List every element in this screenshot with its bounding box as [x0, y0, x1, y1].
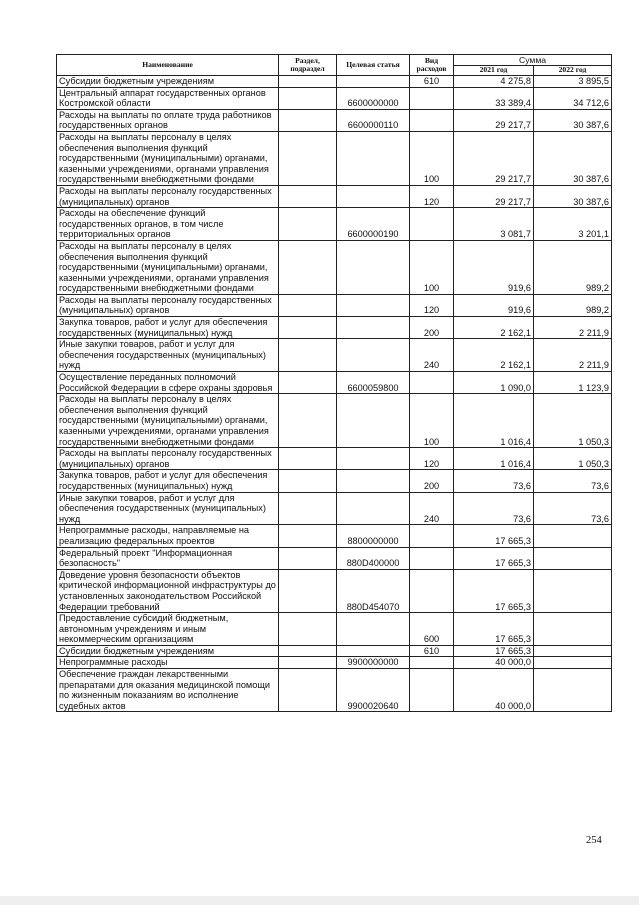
row-kind: 120: [410, 448, 454, 470]
row-sum-2021: 40 000,0: [454, 657, 534, 669]
row-sum-2022: 1 050,3: [534, 448, 612, 470]
row-target: 6600059800: [337, 372, 410, 394]
row-sum-2021: 17 665,3: [454, 645, 534, 657]
row-kind: 120: [410, 185, 454, 207]
row-target: 880D454070: [337, 569, 410, 612]
row-sum-2022: 989,2: [534, 240, 612, 294]
row-sum-2021: 3 081,7: [454, 208, 534, 241]
row-kind: 600: [410, 613, 454, 646]
header-name: Наименование: [57, 55, 279, 76]
header-target: Целевая статья: [337, 55, 410, 76]
table-row: [57, 109, 612, 131]
row-kind: 120: [410, 294, 454, 316]
row-sum-2021: 17 665,3: [454, 547, 534, 569]
row-kind: [410, 525, 454, 547]
row-kind: 610: [410, 76, 454, 88]
row-target: 9900020640: [337, 669, 410, 712]
table-row: [57, 294, 612, 316]
table-row: [57, 657, 612, 669]
table-row: [57, 131, 612, 185]
row-section: [279, 339, 337, 372]
row-kind: [410, 547, 454, 569]
row-kind: 100: [410, 131, 454, 185]
row-section: [279, 613, 337, 646]
row-section: [279, 131, 337, 185]
row-sum-2022: 2 211,9: [534, 339, 612, 372]
row-sum-2022: 2 211,9: [534, 317, 612, 339]
row-target: [337, 645, 410, 657]
row-kind: [410, 569, 454, 612]
table-row: [57, 613, 612, 646]
row-name: Расходы на выплаты персоналу в целях обеспечения выполнения функций государственными (муниципальными) органами, казенными учреждениями, органами управления государственными внебюджетными фондами: [57, 394, 279, 448]
table-row: [57, 448, 612, 470]
header-section: Раздел, подраздел: [279, 55, 337, 76]
row-name: Закупка товаров, работ и услуг для обеспечения государственных (муниципальных) нужд: [57, 317, 279, 339]
row-section: [279, 394, 337, 448]
row-name: Расходы на выплаты персоналу в целях обеспечения выполнения функций государственными (муниципальными) органами, казенными учреждениями, органами управления государственными внебюджетными фондами: [57, 240, 279, 294]
row-target: [337, 240, 410, 294]
table-row: [57, 492, 612, 525]
table-row: [57, 240, 612, 294]
header-sum: Сумма: [454, 55, 612, 66]
row-sum-2021: 29 217,7: [454, 185, 534, 207]
row-sum-2021: 919,6: [454, 294, 534, 316]
row-section: [279, 109, 337, 131]
row-name: Иные закупки товаров, работ и услуг для обеспечения государственных (муниципальных) нужд: [57, 492, 279, 525]
row-section: [279, 208, 337, 241]
row-sum-2022: 30 387,6: [534, 131, 612, 185]
row-sum-2022: [534, 547, 612, 569]
row-name: Субсидии бюджетным учреждениям: [57, 76, 279, 88]
table-row: [57, 317, 612, 339]
row-section: [279, 317, 337, 339]
row-kind: 100: [410, 240, 454, 294]
row-kind: [410, 87, 454, 109]
row-sum-2022: 73,6: [534, 492, 612, 525]
header-2022: 2022 год: [534, 66, 612, 76]
row-section: [279, 87, 337, 109]
row-sum-2021: 17 665,3: [454, 525, 534, 547]
row-name: Иные закупки товаров, работ и услуг для обеспечения государственных (муниципальных) нужд: [57, 339, 279, 372]
row-name: Непрограммные расходы, направляемые на реализацию федеральных проектов: [57, 525, 279, 547]
row-name: Обеспечение граждан лекарственными препаратами для оказания медицинской помощи по жизненным показаниям во исполнение судебных актов: [57, 669, 279, 712]
row-kind: 200: [410, 470, 454, 492]
row-kind: [410, 657, 454, 669]
row-sum-2022: [534, 657, 612, 669]
row-sum-2021: 2 162,1: [454, 339, 534, 372]
row-name: Субсидии бюджетным учреждениям: [57, 645, 279, 657]
row-name: Осуществление переданных полномочий Российской Федерации в сфере охраны здоровья: [57, 372, 279, 394]
page-number: 254: [586, 835, 602, 846]
row-section: [279, 525, 337, 547]
table-row: [57, 394, 612, 448]
row-target: [337, 294, 410, 316]
row-sum-2022: [534, 525, 612, 547]
row-name: Расходы на выплаты персоналу государственных (муниципальных) органов: [57, 185, 279, 207]
table-row: [57, 76, 612, 88]
row-sum-2021: 1 016,4: [454, 394, 534, 448]
row-target: [337, 470, 410, 492]
row-name: Расходы на выплаты персоналу государственных (муниципальных) органов: [57, 294, 279, 316]
budget-sheet: [56, 54, 611, 712]
row-sum-2022: 3 895,5: [534, 76, 612, 88]
row-target: [337, 185, 410, 207]
row-section: [279, 657, 337, 669]
row-target: 8800000000: [337, 525, 410, 547]
row-section: [279, 372, 337, 394]
row-sum-2021: 40 000,0: [454, 669, 534, 712]
row-target: [337, 317, 410, 339]
row-name: Непрограммные расходы: [57, 657, 279, 669]
header-kind: Вид расходов: [410, 55, 454, 76]
row-sum-2021: 1 090,0: [454, 372, 534, 394]
row-sum-2021: 17 665,3: [454, 613, 534, 646]
row-sum-2021: 919,6: [454, 240, 534, 294]
table-row: [57, 185, 612, 207]
row-sum-2022: 3 201,1: [534, 208, 612, 241]
row-sum-2022: [534, 613, 612, 646]
row-name: Доведение уровня безопасности объектов критической информационной инфраструктуры до установленных законодательством Российской Федерации требований: [57, 569, 279, 612]
header-2021: 2021 год: [454, 66, 534, 76]
row-section: [279, 185, 337, 207]
row-section: [279, 470, 337, 492]
row-target: [337, 613, 410, 646]
row-section: [279, 240, 337, 294]
table-row: [57, 669, 612, 712]
row-kind: 240: [410, 492, 454, 525]
row-sum-2021: 73,6: [454, 470, 534, 492]
row-kind: 200: [410, 317, 454, 339]
row-target: 880D400000: [337, 547, 410, 569]
table-row: [57, 645, 612, 657]
row-section: [279, 492, 337, 525]
row-sum-2022: [534, 669, 612, 712]
row-target: 6600000000: [337, 87, 410, 109]
row-sum-2022: 73,6: [534, 470, 612, 492]
row-sum-2022: 30 387,6: [534, 109, 612, 131]
row-kind: [410, 372, 454, 394]
row-section: [279, 547, 337, 569]
row-section: [279, 669, 337, 712]
row-target: 9900000000: [337, 657, 410, 669]
row-kind: [410, 109, 454, 131]
row-sum-2022: 1 050,3: [534, 394, 612, 448]
row-name: Расходы на обеспечение функций государственных органов, в том числе территориальных органов: [57, 208, 279, 241]
table-body: [57, 76, 612, 712]
row-section: [279, 569, 337, 612]
row-name: Закупка товаров, работ и услуг для обеспечения государственных (муниципальных) нужд: [57, 470, 279, 492]
row-target: [337, 492, 410, 525]
table-row: [57, 208, 612, 241]
row-sum-2021: 4 275,8: [454, 76, 534, 88]
table-row: [57, 87, 612, 109]
table-row: [57, 525, 612, 547]
row-kind: [410, 208, 454, 241]
row-sum-2022: 1 123,9: [534, 372, 612, 394]
row-target: [337, 394, 410, 448]
row-section: [279, 645, 337, 657]
budget-table: [56, 54, 612, 712]
table-row: [57, 339, 612, 372]
row-sum-2021: 1 016,4: [454, 448, 534, 470]
row-kind: 240: [410, 339, 454, 372]
row-kind: 100: [410, 394, 454, 448]
row-section: [279, 448, 337, 470]
table-row: [57, 569, 612, 612]
row-kind: [410, 669, 454, 712]
row-target: [337, 448, 410, 470]
row-sum-2022: [534, 645, 612, 657]
row-sum-2021: 29 217,7: [454, 131, 534, 185]
row-sum-2021: 33 389,4: [454, 87, 534, 109]
row-name: Расходы на выплаты персоналу в целях обеспечения выполнения функций государственными (муниципальными) органами, казенными учреждениями, органами управления государственными внебюджетными фондами: [57, 131, 279, 185]
row-target: 6600000190: [337, 208, 410, 241]
row-sum-2022: 34 712,6: [534, 87, 612, 109]
table-row: [57, 372, 612, 394]
row-sum-2022: 30 387,6: [534, 185, 612, 207]
table-row: [57, 547, 612, 569]
row-name: Центральный аппарат государственных органов Костромской области: [57, 87, 279, 109]
row-target: [337, 339, 410, 372]
row-sum-2021: 29 217,7: [454, 109, 534, 131]
row-sum-2021: 17 665,3: [454, 569, 534, 612]
row-sum-2021: 73,6: [454, 492, 534, 525]
table-row: [57, 470, 612, 492]
row-section: [279, 76, 337, 88]
row-kind: 610: [410, 645, 454, 657]
row-sum-2022: 989,2: [534, 294, 612, 316]
row-name: Федеральный проект "Информационная безопасность": [57, 547, 279, 569]
row-sum-2021: 2 162,1: [454, 317, 534, 339]
row-name: Расходы на выплаты персоналу государственных (муниципальных) органов: [57, 448, 279, 470]
row-sum-2022: [534, 569, 612, 612]
row-section: [279, 294, 337, 316]
row-name: Предоставление субсидий бюджетным, автономным учреждениям и иным некоммерческим организациям: [57, 613, 279, 646]
row-target: [337, 76, 410, 88]
scan-bottom-strip: [0, 896, 639, 905]
row-name: Расходы на выплаты по оплате труда работников государственных органов: [57, 109, 279, 131]
row-target: 6600000110: [337, 109, 410, 131]
row-target: [337, 131, 410, 185]
